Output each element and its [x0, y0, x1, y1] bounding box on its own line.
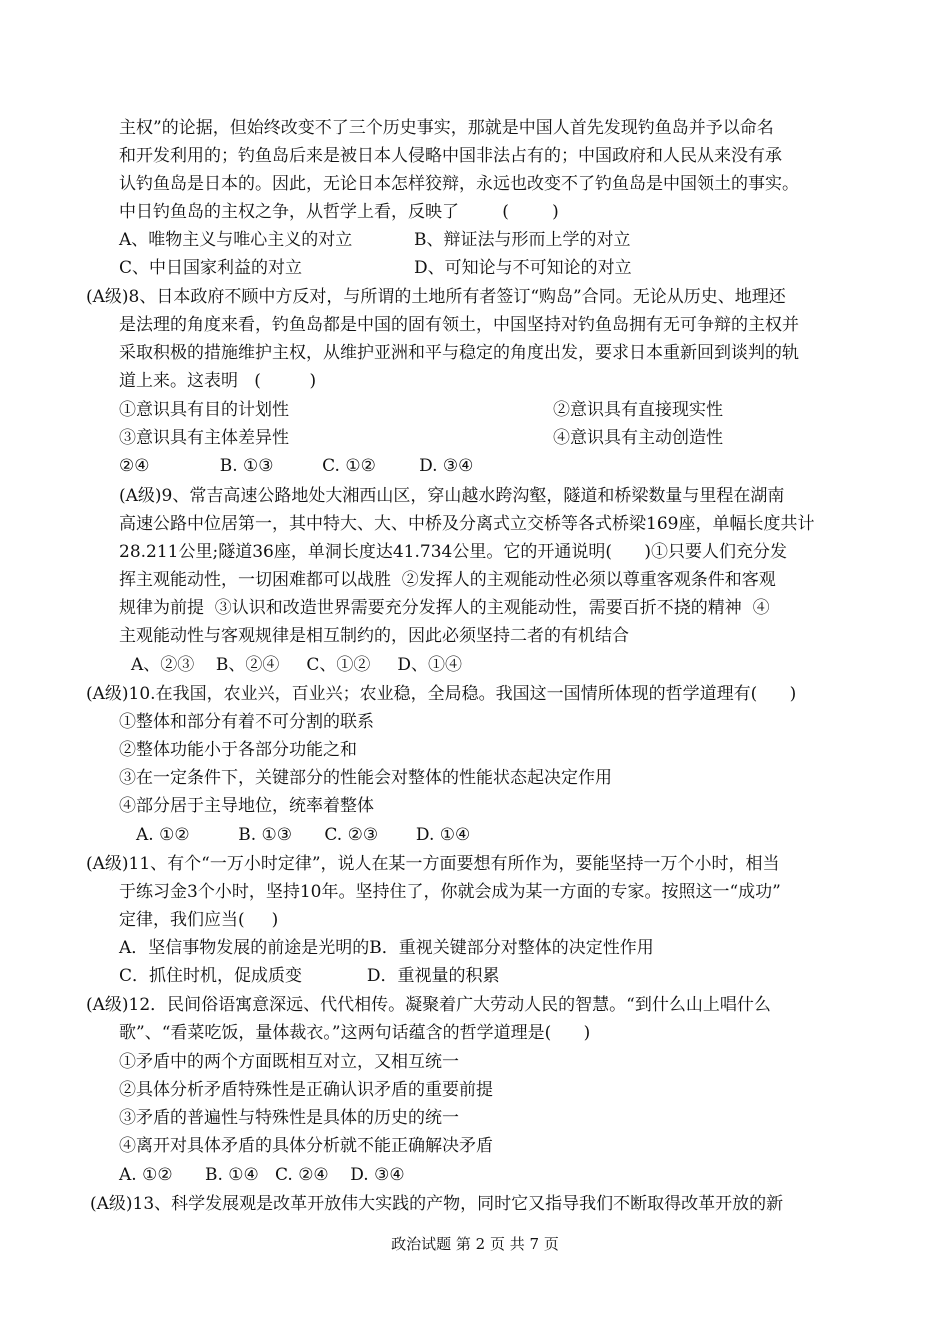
q10-statement-4: ④部分居于主导地位，统率着整体 [119, 796, 374, 816]
q7-line-4: 中日钓鱼岛的主权之争，从哲学上看，反映了 ( ) [119, 202, 559, 222]
q10-statement-1: ①整体和部分有着不可分割的联系 [119, 712, 374, 732]
q8-statement-4: ④意识具有主动创造性 [553, 428, 723, 448]
q7-option-b: B、辩证法与形而上学的对立 [414, 230, 631, 250]
q9-line-1: (A级)9、常吉高速公路地处大湘西山区，穿山越水跨沟壑，隧道和桥梁数量与里程在湖南 [119, 486, 785, 506]
q9-line-2: 高速公路中位居第一，其中特大、大、中桥及分离式立交桥等各式桥梁169座，单幅长度共计 [119, 514, 815, 534]
q7-line-2: 和开发利用的；钓鱼岛后来是被日本人侵略中国非法占有的；中国政府和人民从来没有承 [119, 146, 782, 166]
q8-line-1: (A级)8、日本政府不顾中方反对，与所谓的土地所有者签订“购岛”合同。无论从历史、地理还 [86, 287, 786, 307]
q9-options: A、②③ B、②④ C、①② D、①④ [131, 655, 463, 675]
q10-statement-3: ③在一定条件下，关键部分的性能会对整体的性能状态起决定作用 [119, 768, 612, 788]
q7-option-d: D、可知论与不可知论的对立 [414, 258, 632, 278]
q12-options: A. ①② B. ①④ C. ②④ D. ③④ [119, 1165, 405, 1185]
q7-line-1: 主权”的论据，但始终改变不了三个历史事实，那就是中国人首先发现钓鱼岛并予以命名 [119, 118, 774, 138]
q13-line-1: (A级)13、科学发展观是改革开放伟大实践的产物，同时它又指导我们不断取得改革开放的新 [90, 1194, 784, 1214]
q8-statement-3: ③意识具有主体差异性 [119, 428, 289, 448]
q10-line-1: (A级)10.在我国，农业兴，百业兴；农业稳，全局稳。我国这一国情所体现的哲学道理有( ) [86, 684, 797, 704]
q12-statement-4: ④离开对具体矛盾的具体分析就不能正确解决矛盾 [119, 1136, 493, 1156]
q7-option-c: C、中日国家利益的对立 [119, 258, 303, 278]
q9-line-3: 28.211公里;隧道36座，单洞长度达41.734公里。它的开通说明( )①只要人们充分发 [119, 542, 788, 562]
q12-statement-1: ①矛盾中的两个方面既相互对立，又相互统一 [119, 1052, 459, 1072]
q11-options-cd: C．抓住时机，促成质变 D．重视量的积累 [119, 966, 500, 986]
q12-line-1: (A级)12．民间俗语寓意深远、代代相传。凝聚着广大劳动人民的智慧。“到什么山上唱什么 [86, 995, 771, 1015]
q8-line-2: 是法理的角度来看，钓鱼岛都是中国的固有领土，中国坚持对钓鱼岛拥有无可争辩的主权并 [119, 315, 799, 335]
q12-statement-2: ②具体分析矛盾特殊性是正确认识矛盾的重要前提 [119, 1080, 493, 1100]
q8-line-4: 道上来。这表明 ( ) [119, 371, 317, 391]
page-footer: 政治试题 第 2 页 共 7 页 [391, 1235, 559, 1253]
q7-option-a: A、唯物主义与唯心主义的对立 [119, 230, 353, 250]
q11-line-3: 定律，我们应当( ) [119, 910, 279, 930]
q11-options-ab: A．坚信事物发展的前途是光明的B．重视关键部分对整体的决定性作用 [119, 938, 654, 958]
q7-line-3: 认钓鱼岛是日本的。因此，无论日本怎样狡辩，永远也改变不了钓鱼岛是中国领土的事实。 [119, 174, 799, 194]
q8-statement-2: ②意识具有直接现实性 [553, 400, 723, 420]
q8-options: ②④ B. ①③ C. ①② D. ③④ [119, 456, 474, 476]
q10-statement-2: ②整体功能小于各部分功能之和 [119, 740, 357, 760]
q9-line-5: 规律为前提 ③认识和改造世界需要充分发挥人的主观能动性，需要百折不挠的精神 ④ [119, 598, 770, 618]
q9-line-6: 主观能动性与客观规律是相互制约的，因此必须坚持二者的有机结合 [119, 626, 629, 646]
q10-options: A. ①② B. ①③ C. ②③ D. ①④ [136, 825, 471, 845]
q11-line-2: 于练习金3个小时，坚持10年。坚持住了，你就会成为某一方面的专家。按照这一“成功” [119, 882, 781, 902]
q8-statement-1: ①意识具有目的计划性 [119, 400, 289, 420]
q9-line-4: 挥主观能动性，一切困难都可以战胜 ②发挥人的主观能动性必须以尊重客观条件和客观 [119, 570, 776, 590]
q11-line-1: (A级)11、有个“一万小时定律”，说人在某一方面要想有所作为，要能坚持一万个小时，相当 [86, 854, 780, 874]
q8-line-3: 采取积极的措施维护主权，从维护亚洲和平与稳定的角度出发，要求日本重新回到谈判的轨 [119, 343, 799, 363]
q12-statement-3: ③矛盾的普遍性与特殊性是具体的历史的统一 [119, 1108, 459, 1128]
q12-line-2: 歌”、“看菜吃饭，量体裁衣。”这两句话蕴含的哲学道理是( ) [119, 1023, 591, 1043]
